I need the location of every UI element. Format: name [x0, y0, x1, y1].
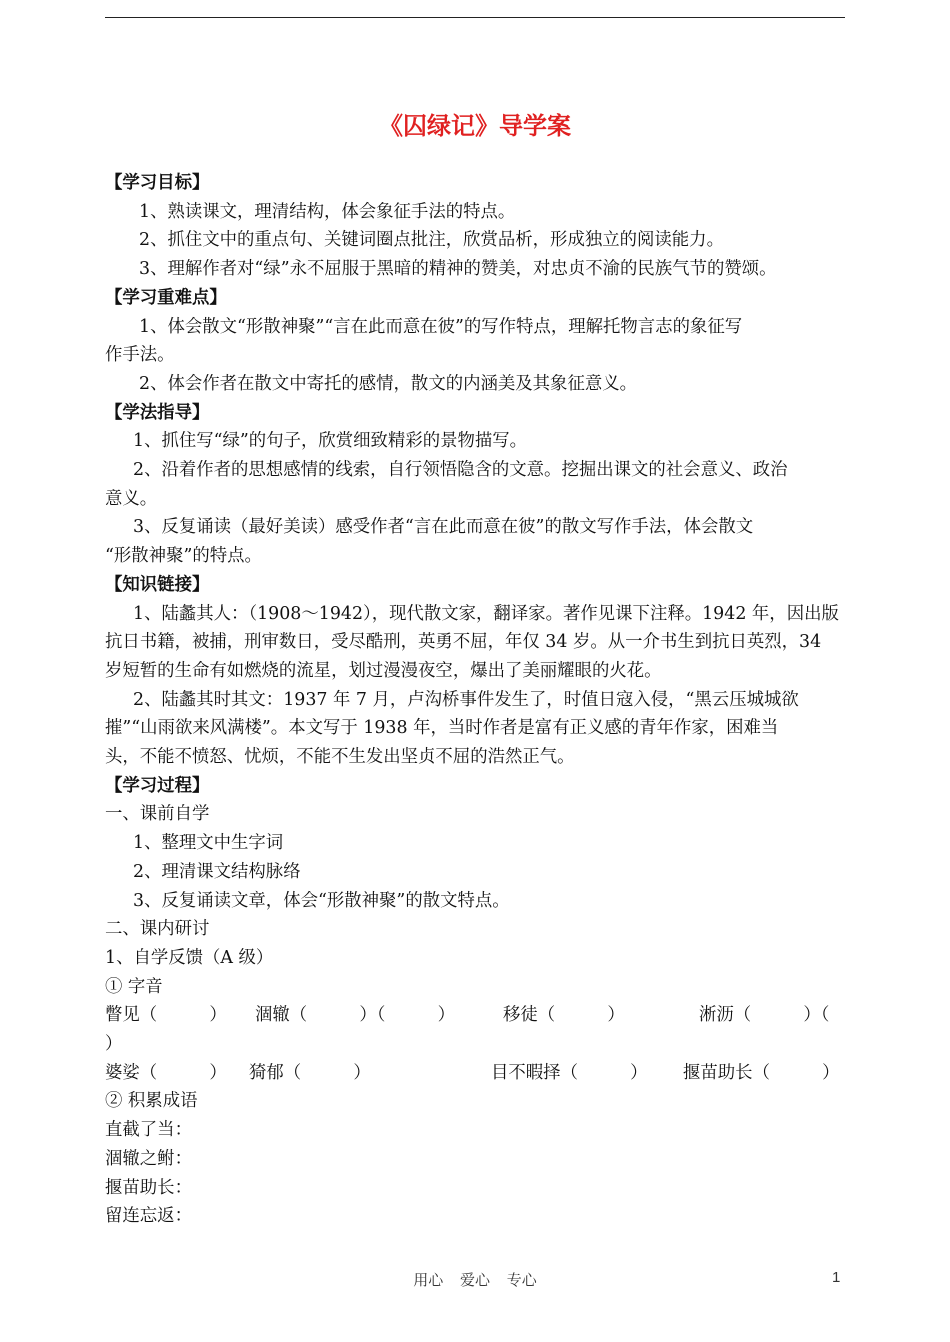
objective-item: 2、抓住文中的重点句、关键词圈点批注，欣赏品析，形成独立的阅读能力。 [139, 230, 724, 251]
knowledge-text: 抗日书籍，被捕，刑审数日，受尽酷刑，英勇不屈，年仅 34 岁。从一介书生到抗日英烈，34 [105, 632, 822, 653]
section-heading-key-points: 【学习重难点】 [105, 287, 227, 308]
knowledge-text: 岁短暂的生命有如燃烧的流星，划过漫漫夜空，爆出了美丽耀眼的火花。 [105, 660, 662, 681]
method-text: 1、抓住写“绿”的句子，欣赏细致精彩的景物描写。 [133, 431, 528, 452]
idiom-item: 涸辙之鲋： [105, 1148, 192, 1169]
pronunciation-blank: 揠苗助长（ ） [683, 1062, 840, 1083]
knowledge-text: 摧”“山雨欲来风满楼”。本文写于 1938 年，当时作者是富有正义感的青年作家，困难当 [105, 718, 779, 739]
key-point-text: 作手法。 [105, 345, 175, 366]
section-heading-process: 【学习过程】 [105, 775, 210, 796]
pronunciation-blank: 猗郁（ ） [249, 1062, 371, 1083]
method-text: “形散神聚”的特点。 [105, 546, 262, 567]
document-body [105, 169, 847, 1231]
knowledge-text: 头，不能不愤怒、忧烦，不能不生发出坚贞不屈的浩然正气。 [105, 747, 575, 768]
section-heading-objectives: 【学习目标】 [105, 173, 210, 193]
feedback-heading: 1、自学反馈（A 级） [105, 947, 274, 968]
pronunciation-row [105, 1059, 847, 1088]
header-rule [105, 17, 845, 18]
objective-item: 3、理解作者对“绿”永不屈服于黑暗的精神的赞美，对忠贞不渝的民族气节的赞颂。 [139, 259, 777, 280]
idiom-item: 直截了当： [105, 1120, 192, 1141]
pronunciation-blank: 移徒（ ） [503, 1005, 625, 1026]
method-text: 2、沿着作者的思想感情的线索，自行领悟隐含的文意。挖掘出课文的社会意义、政治 [133, 460, 788, 481]
knowledge-text: 2、陆蠡其时其文：1937 年 7 月，卢沟桥事件发生了，时值日寇入侵，“黑云压城城欲 [133, 689, 799, 710]
pronunciation-blank: 婆娑（ ） [105, 1062, 227, 1083]
page-title: 《囚绿记》导学案 [379, 111, 571, 140]
section-heading-knowledge: 【知识链接】 [105, 574, 210, 595]
page-number: 1 [832, 1269, 841, 1286]
pronunciation-blank: 涸辙（ ）（ ） [255, 1005, 455, 1026]
process-item: 2、理清课文结构脉络 [133, 861, 301, 882]
pronunciation-heading: ① 字音 [105, 976, 163, 997]
objective-item: 1、熟读课文，理清结构，体会象征手法的特点。 [139, 201, 516, 222]
idioms-heading: ② 积累成语 [105, 1091, 198, 1112]
idiom-item: 揠苗助长： [105, 1177, 192, 1198]
process-item: 3、反复诵读文章，体会“形散神聚”的散文特点。 [133, 890, 510, 911]
key-point-text: 1、体会散文“形散神聚”“言在此而意在彼”的写作特点，理解托物言志的象征写 [139, 316, 743, 337]
process-part-heading: 二、课内研讨 [105, 919, 210, 940]
method-text: 意义。 [105, 488, 158, 509]
method-text: 3、反复诵读（最好美读）感受作者“言在此而意在彼”的散文写作手法，体会散文 [133, 517, 754, 538]
process-part-heading: 一、课前自学 [105, 804, 210, 825]
pronunciation-row [105, 1001, 847, 1030]
key-point-text: 2、体会作者在散文中寄托的感情，散文的内涵美及其象征意义。 [139, 373, 638, 394]
pronunciation-wrap: ） [105, 1034, 123, 1055]
pronunciation-blank: 目不暇择（ ） [491, 1062, 648, 1083]
process-item: 1、整理文中生字词 [133, 833, 284, 854]
section-heading-method: 【学法指导】 [105, 402, 210, 423]
pronunciation-blank: 瞥见（ ） [105, 1005, 227, 1026]
idiom-item: 留连忘返： [105, 1206, 192, 1227]
pronunciation-blank: 淅沥（ ）（ [699, 1005, 830, 1026]
knowledge-text: 1、陆蠡其人：（1908～1942），现代散文家，翻译家。著作见课下注释。1942 年，因出版 [133, 603, 839, 624]
page-footer: 用心 爱心 专心 [413, 1271, 537, 1289]
